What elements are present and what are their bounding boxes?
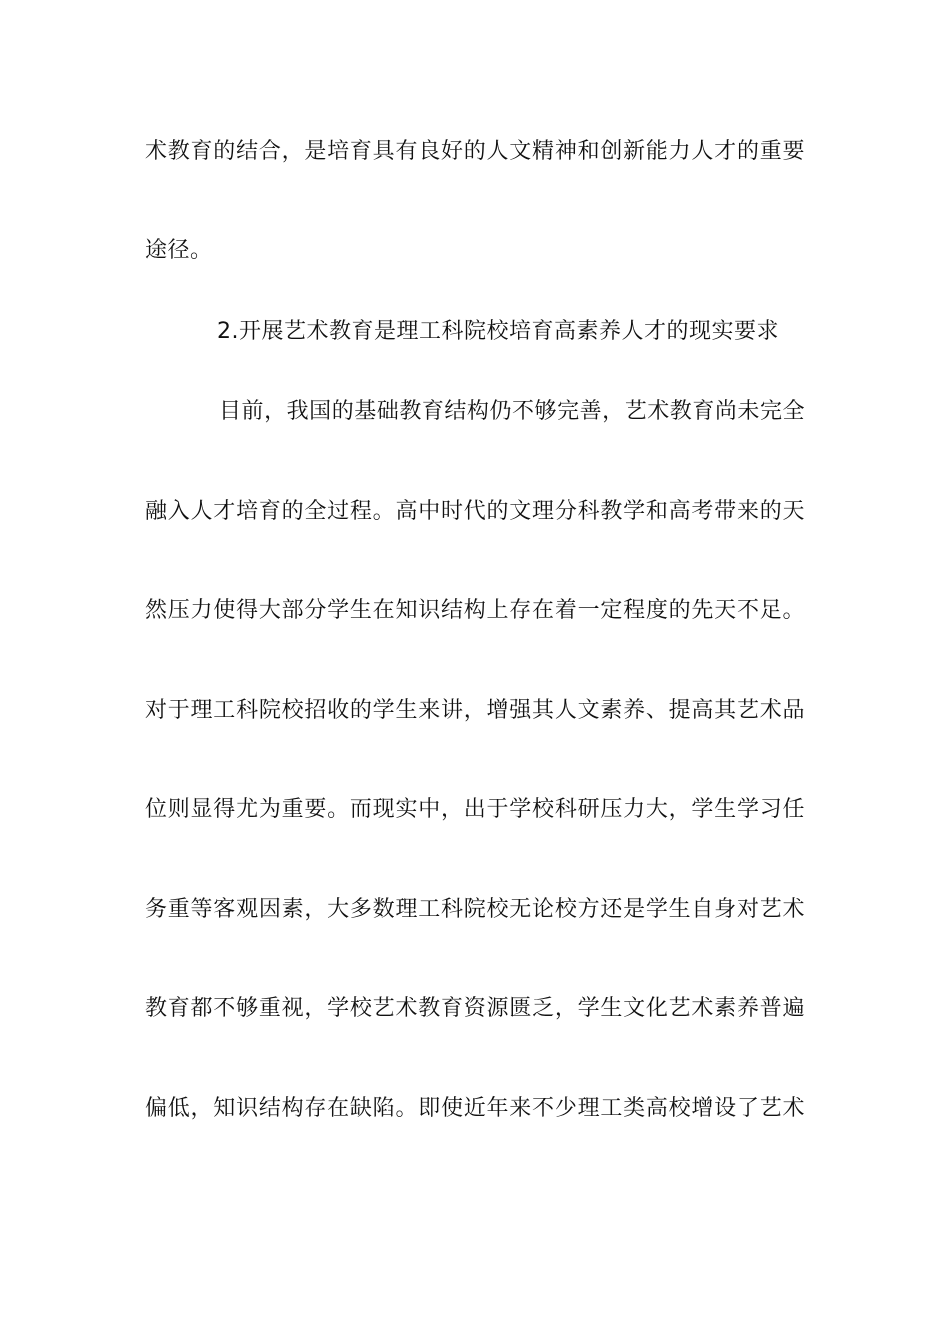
paragraph-line-5: 位则显得尤为重要。而现实中，出于学校科研压力大，学生学习任 — [145, 797, 805, 822]
paragraph-line-1: 目前，我国的基础教育结构仍不够完善，艺术教育尚未完全 — [219, 399, 805, 424]
section-heading: 2.开展艺术教育是理工科院校培育高素养人才的现实要求 — [217, 319, 779, 344]
paragraph-line-4: 对于理工科院校招收的学生来讲，增强其人文素养、提高其艺术品 — [145, 698, 805, 723]
paragraph-line-7: 教育都不够重视，学校艺术教育资源匮乏，学生文化艺术素养普遍 — [145, 996, 805, 1021]
paragraph-line-6: 务重等客观因素，大多数理工科院校无论校方还是学生自身对艺术 — [145, 897, 805, 922]
text-line-1: 术教育的结合，是培育具有良好的人文精神和创新能力人才的重要 — [145, 139, 805, 164]
paragraph-line-8: 偏低，知识结构存在缺陷。即使近年来不少理工类高校增设了艺术 — [145, 1096, 805, 1121]
text-line-2: 途径。 — [145, 238, 213, 263]
paragraph-line-3: 然压力使得大部分学生在知识结构上存在着一定程度的先天不足。 — [145, 598, 805, 623]
paragraph-line-2: 融入人才培育的全过程。高中时代的文理分科教学和高考带来的天 — [145, 499, 805, 524]
